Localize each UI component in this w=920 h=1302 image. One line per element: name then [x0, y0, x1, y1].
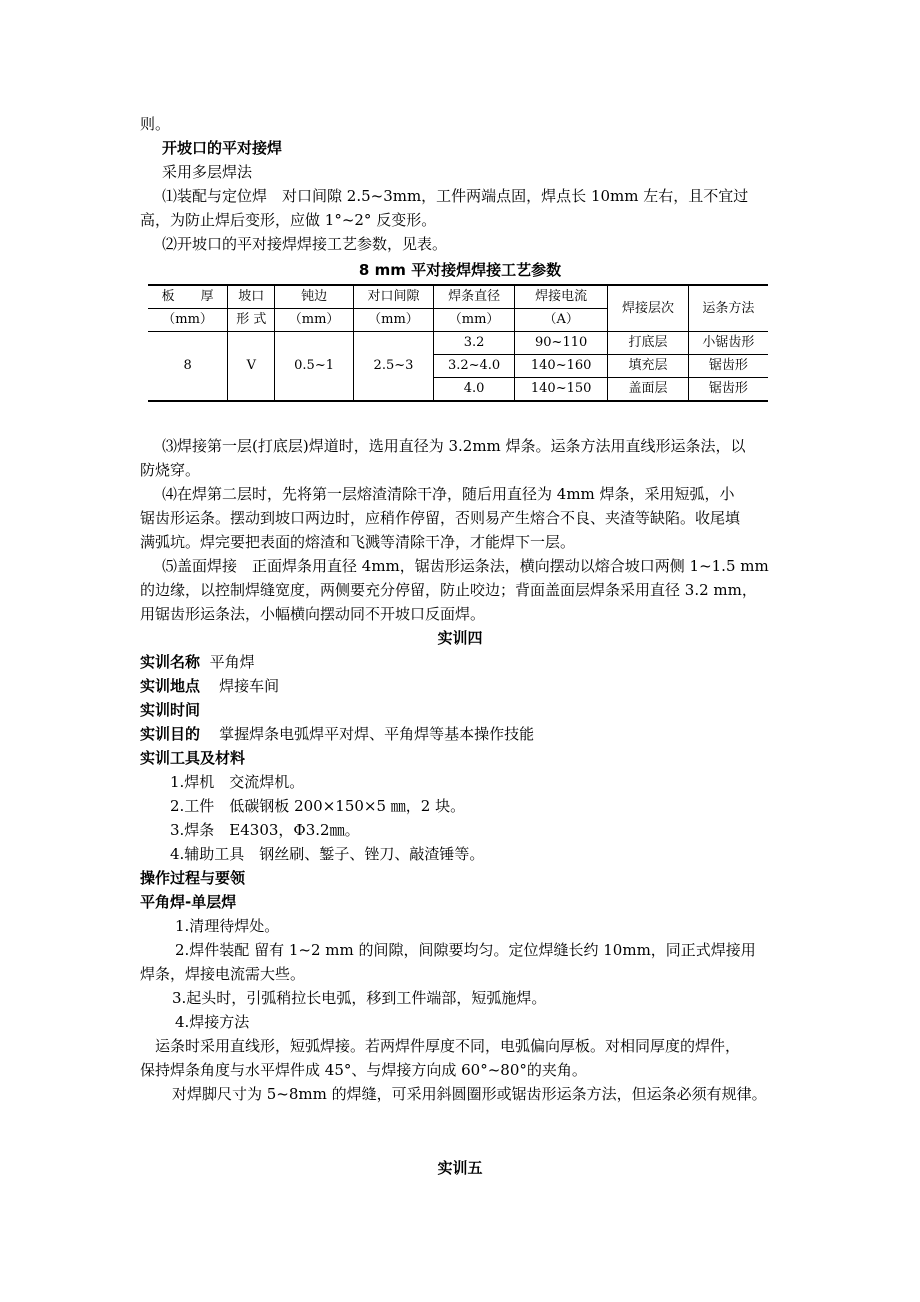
field-value: 焊接车间 [219, 677, 280, 695]
table-cell: 3.2 [434, 332, 515, 355]
table-header: 坡口 [228, 285, 275, 309]
text-line: 保持焊条角度与水平焊件成 45°、与焊接方向成 60°~80°的夹角。 [140, 1061, 587, 1079]
field-label: 操作过程与要领 [140, 869, 246, 887]
field-label: 实训地点 [140, 677, 201, 695]
table-cell: 140~150 [514, 378, 607, 402]
list-item: 1.清理待焊处。 [175, 917, 280, 935]
list-item: 2.工件 低碳钢板 200×150×5 ㎜，2 块。 [170, 797, 466, 815]
list-item: 1.焊机 交流焊机。 [170, 773, 305, 791]
text-line: 的边缘，以控制焊缝宽度，两侧要充分停留，防止咬边；背面盖面层焊条采用直径 3.2 mm， [140, 581, 757, 599]
field-label: 实训工具及材料 [140, 749, 246, 767]
table-cell: 8 [148, 332, 228, 402]
info-row [140, 676, 279, 696]
field-label: 实训名称 [140, 653, 201, 671]
list-item: 3.焊条 E4303，Φ3.2㎜。 [170, 821, 360, 839]
field-label: 实训时间 [140, 701, 201, 719]
table-cell: 填充层 [608, 355, 688, 378]
table-cell: 90~110 [514, 332, 607, 355]
table-header: （mm） [353, 309, 433, 332]
text-line: 对焊脚尺寸为 5~8mm 的焊缝，可采用斜圆圈形或锯齿形运条方法，但运条必须有规律。 [172, 1085, 767, 1103]
info-row [140, 652, 255, 672]
info-row [140, 724, 534, 744]
text-line: 焊条，焊接电流需大些。 [140, 965, 306, 983]
table-title: 8 mm 平对接焊焊接工艺参数 [358, 261, 562, 279]
table-cell: 盖面层 [608, 378, 688, 402]
table-cell: 3.2~4.0 [434, 355, 515, 378]
parameter-table [148, 284, 768, 402]
list-item: 2.焊件装配 留有 1~2 mm 的间隙，间隙要均匀。定位焊缝长约 10mm，同正式焊接用 [175, 941, 756, 959]
table-header: 形 式 [228, 309, 275, 332]
table-header: 运条方法 [688, 285, 768, 332]
table-header: （A） [514, 309, 607, 332]
table-cell: 锯齿形 [688, 378, 768, 402]
text-line: 则。 [140, 115, 171, 133]
table-cell: 锯齿形 [688, 355, 768, 378]
text-line: 高，为防止焊后变形，应做 1°~2° 反变形。 [140, 211, 437, 229]
table-header: 焊接层次 [608, 285, 688, 332]
table-header: 焊接电流 [514, 285, 607, 309]
sub-heading: 平角焊-单层焊 [140, 893, 237, 911]
table-cell: 4.0 [434, 378, 515, 402]
field-label: 实训目的 [140, 725, 201, 743]
table-header: 对口间隙 [353, 285, 433, 309]
text-line: ⑴装配与定位焊 对口间隙 2.5~3mm，工件两端点固，焊点长 10mm 左右，且不宜过 [162, 187, 749, 205]
text-line: ⑷在焊第二层时，先将第一层熔渣清除干净，随后用直径为 4mm 焊条，采用短弧，小 [162, 485, 735, 503]
section-title: 实训四 [437, 629, 483, 647]
text-line: 锯齿形运条。摆动到坡口两边时，应稍作停留，否则易产生熔合不良、夹渣等缺陷。收尾填 [140, 509, 741, 527]
table-header: （mm） [275, 309, 353, 332]
table-cell: 0.5~1 [275, 332, 353, 402]
table-header: （mm） [434, 309, 515, 332]
text-line: ⑸盖面焊接 正面焊条用直径 4mm，锯齿形运条法，横向摆动以熔合坡口两侧 1~1.5 mm [162, 557, 769, 575]
text-line: ⑶焊接第一层(打底层)焊道时，选用直径为 3.2mm 焊条。运条方法用直线形运条法，以 [162, 437, 746, 455]
table-cell: 140~160 [514, 355, 607, 378]
text-line: 防烧穿。 [140, 461, 201, 479]
list-item: 4.辅助工具 钢丝刷、錾子、锉刀、敲渣锤等。 [170, 845, 485, 863]
list-item: 4.焊接方法 [175, 1013, 250, 1031]
table-header: 钝边 [275, 285, 353, 309]
table-cell: 打底层 [608, 332, 688, 355]
field-value: 平角焊 [209, 653, 255, 671]
section-title: 实训五 [437, 1159, 483, 1177]
list-item: 3.起头时，引弧稍拉长电弧，移到工件端部，短弧施焊。 [172, 989, 547, 1007]
table-header: 板 厚 [148, 285, 228, 309]
table-header: 焊条直径 [434, 285, 515, 309]
table-cell: 小锯齿形 [688, 332, 768, 355]
text-line: 采用多层焊法 [162, 163, 253, 181]
table-cell: V [228, 332, 275, 402]
table-header: （mm） [148, 309, 228, 332]
table-cell: 2.5~3 [353, 332, 433, 402]
text-line: 满弧坑。焊完要把表面的熔渣和飞溅等清除干净，才能焊下一层。 [140, 533, 576, 551]
text-line: ⑵开坡口的平对接焊焊接工艺参数，见表。 [162, 235, 448, 253]
text-line: 用锯齿形运条法，小幅横向摆动同不开坡口反面焊。 [140, 605, 486, 623]
field-value: 掌握焊条电弧焊平对焊、平角焊等基本操作技能 [219, 725, 535, 743]
text-line: 运条时采用直线形，短弧焊接。若两焊件厚度不同，电弧偏向厚板。对相同厚度的焊件， [155, 1037, 741, 1055]
section-heading: 开坡口的平对接焊 [162, 139, 283, 157]
